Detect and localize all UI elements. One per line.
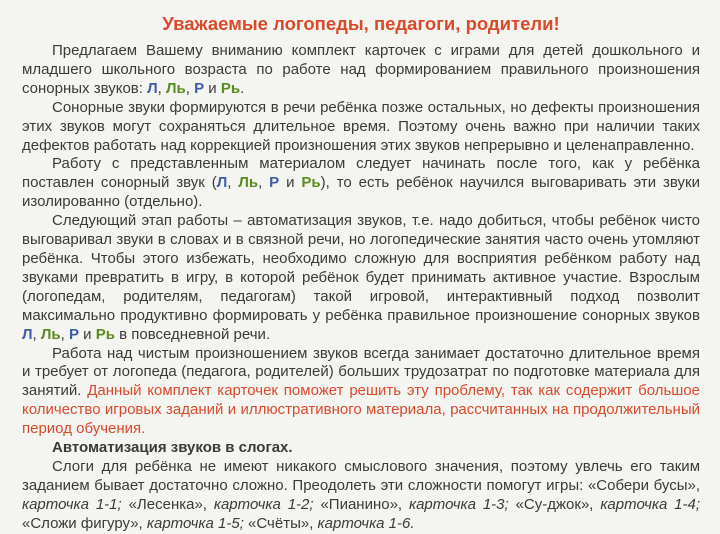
conj-and: и — [208, 79, 217, 97]
start-work-text: Работу с представленным материалом следует начинать после того, как у ребёнка поставлен сонорный звук ( — [22, 155, 700, 192]
card-ref: карточка 1-6. — [317, 514, 415, 532]
paragraph-next-stage: Следующий этап работы – автоматизация звуков, т.е. надо добиться, чтобы ребёнок чисто выговаривал звуки в словах и в связной речи, но логопедические занятия часто очень утомляют ребёнка. Чтобы этого избежать, необходимо сложную для восприятия ребёнком работу над звуками превратить в игру, в которой ребёнок будет принимать активное участие. Взрослым (логопедам, родителям, педагогам) такой игровой, интерактивный подход позволит максимально продуктивно формировать у ребёнка правильное произношение сонорных звуков Л, Ль, Р и Рь в повседневной речи. — [22, 212, 700, 343]
game-name: «Сложи фигуру», — [22, 514, 143, 532]
card-ref: карточка 1-2; — [213, 495, 314, 513]
card-ref: карточка 1-5; — [146, 514, 244, 532]
syllables-text: Слоги для ребёнка не имеют никакого смыслового значения, поэтому увлечь его таким заданием бывает достаточно сложно. Преодолеть эти сложности помогут игры: «Собери бусы», — [22, 457, 700, 494]
card-ref: карточка 1-1; — [22, 495, 122, 513]
highlight-text: Данный комплект карточек поможет решить эту проблему, так как содержит большое количество игровых заданий и иллюстративного материала, рассчитанных на продолжительный период обучения. — [22, 382, 701, 438]
sound-lj: Ль — [165, 79, 186, 97]
paragraph-intro: Предлагаем Вашему вниманию комплект карточек с играми для детей дошкольного и младшего школьного возраста по работе над формированием правильного произношения сонорных звуков: Л, Ль, Р и Рь. — [22, 42, 700, 97]
game-name: «Лесенка», — [128, 495, 207, 513]
sound-rj: Рь — [95, 325, 115, 343]
intro-end: . — [240, 79, 245, 97]
paragraph-syllables — [22, 458, 700, 534]
sound-l: Л — [216, 174, 228, 192]
page-title: Уважаемые логопеды, педагоги, родители! — [162, 13, 560, 34]
intro-text: Предлагаем Вашему вниманию комплект карточек с играми для детей дошкольного и младшего школьного возраста по работе над формированием правильного произношения сонорных звуков: — [22, 42, 700, 97]
sound-r: Р — [269, 174, 280, 192]
next-stage-text-end: в повседневной речи. — [119, 325, 271, 343]
pure-speech-text: Работа над чистым произношением звуков всегда занимает достаточно длительное время и требует от логопеда (педагога, родителей) больших трудозатрат по подготовке материала для занятий. — [22, 344, 700, 400]
sound-l: Л — [22, 325, 33, 343]
sound-r: Р — [68, 325, 79, 343]
sound-rj: Рь — [220, 79, 241, 97]
conj-and: и — [286, 174, 295, 192]
paragraph-sonorants: Сонорные звуки формируются в речи ребёнка позже остальных, но дефекты произношения этих звуков могут сохраняться длительное время. Поэтому очень важно при наличии таких дефектов работать над коррекцией произношения этих звуков непрерывно и целенаправленно. — [22, 98, 700, 154]
game-name: «Пианино», — [320, 495, 403, 513]
sound-r: Р — [194, 79, 205, 97]
body-text — [22, 42, 700, 534]
sound-l: Л — [147, 79, 158, 97]
paragraph-pure-speech — [22, 345, 700, 440]
sound-rj: Рь — [301, 174, 321, 192]
next-stage-text: Следующий этап работы – автоматизация звуков, т.е. надо добиться, чтобы ребёнок чисто выговаривал звуки в словах и в связной речи, но логопедические занятия часто очень утомляют ребёнка. Чтобы этого избежать, необходимо сложную для восприятия ребёнком работу над звуками превратить в игру, в которой ребёнок будет принимать активное участие. Взрослым (логопедам, родителям, педагогам) такой игровой, интерактивный подход позволит максимально продуктивно формировать у ребёнка правильное произношение сонорных звуков — [22, 212, 700, 324]
game-name: «Счёты», — [248, 514, 314, 532]
paragraph-start-work: Работу с представленным материалом следует начинать после того, как у ребёнка поставлен сонорный звук (Л, Ль, Р и Рь), то есть ребёнок научился выговаривать эти звуки изолированно (отдельно). — [22, 155, 700, 211]
card-ref: карточка 1-3; — [409, 495, 509, 513]
start-work-text-end: ), то есть ребёнок научился выговаривать эти звуки изолированно (отдельно). — [22, 174, 700, 211]
sound-lj: Ль — [40, 325, 61, 343]
game-name: «Су-джок», — [515, 495, 594, 513]
section-heading: Автоматизация звуков в слогах. — [52, 439, 293, 457]
card-ref: карточка 1-4; — [600, 495, 701, 513]
conj-and: и — [83, 325, 92, 343]
sound-lj: Ль — [238, 174, 259, 192]
